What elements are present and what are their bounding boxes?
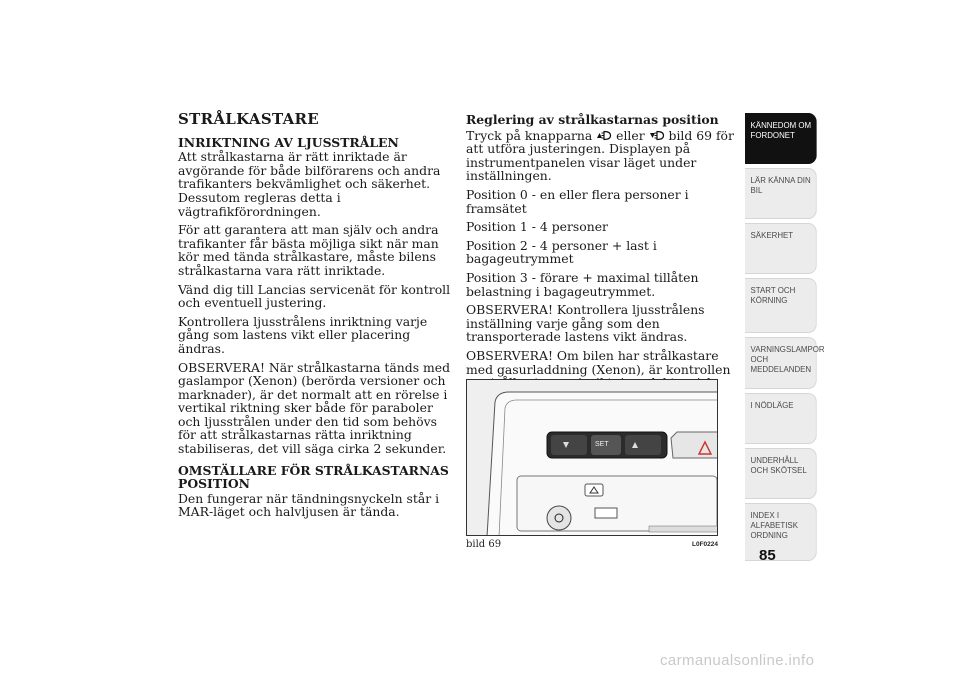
watermark: carmanualsonline.info bbox=[660, 652, 815, 669]
section-heading-adjustment: Reglering av strålkastarnas position bbox=[466, 112, 719, 127]
tab-underhall[interactable]: UNDERHÅLL OCH SKÖTSEL bbox=[745, 448, 817, 499]
paragraph: Den fungerar när tändningsnyckeln står i MAR-läget och halvljusen är tända. bbox=[178, 490, 440, 520]
position-item: Position 1 - 4 personer bbox=[466, 219, 608, 235]
right-column bbox=[466, 113, 738, 422]
note-paragraph: OBSERVERA! Kontrollera ljusstrålens inställning varje gång som den transporterade lastens vikt ändras. bbox=[466, 302, 705, 345]
paragraph: Kontrollera ljusstrålens inriktning varje gång som lastens vikt eller placering ändras. bbox=[178, 313, 428, 356]
set-button-label: SET bbox=[595, 441, 609, 448]
section-heading-position: OMSTÄLLARE FÖR STRÅLKASTARNAS POSITION bbox=[178, 462, 449, 492]
dashboard-illustration bbox=[467, 380, 718, 536]
paragraph: Att strålkastarna är rätt inriktade är avgörande för både bilförarens och andra trafikanters bekvämlighet och säkerhet. Dessutom regleras detta i vägtrafikförordningen. bbox=[178, 149, 441, 219]
headlight-up-icon bbox=[596, 130, 612, 141]
figure-caption: bild 69 bbox=[466, 539, 502, 550]
page-number: 85 bbox=[759, 547, 776, 564]
position-item: Position 3 - förare + maximal tillåten belastning i bagageutrymmet. bbox=[466, 269, 699, 299]
position-item: Position 2 - 4 personer + last i bagageutrymmet bbox=[466, 237, 657, 267]
position-item: Position 0 - en eller flera personer i framsätet bbox=[466, 186, 689, 216]
paragraph: För att garantera att man själv och andra trafikanter får bästa möjliga sikt när man kör med tända strålkastare, måste bilens strålkastarna vara rätt inriktade. bbox=[178, 222, 439, 278]
figure-code: L0F0224 bbox=[692, 541, 719, 548]
tab-sakerhet[interactable]: SÄKERHET bbox=[745, 223, 817, 274]
note-paragraph: OBSERVERA! Om bilen har strålkastare med gasurladdning (Xenon), är kontrollen bbox=[466, 349, 738, 417]
chapter-tabs bbox=[745, 113, 825, 565]
dashboard-figure bbox=[466, 379, 718, 536]
tab-nodlage[interactable]: I NÖDLÄGE bbox=[745, 393, 817, 444]
tab-varningslampor[interactable]: VARNINGSLAMPOR OCH MEDDELANDEN bbox=[745, 337, 817, 389]
section-heading-alignment: INRIKTNING AV LJUSSTRÅLEN bbox=[178, 134, 399, 150]
tab-lar-kanna[interactable]: LÄR KÄNNA DIN BIL bbox=[745, 168, 817, 219]
headlight-down-icon bbox=[649, 130, 665, 141]
left-column bbox=[178, 110, 456, 524]
tab-kannedom[interactable]: KÄNNEDOM OM FORDONET bbox=[745, 113, 817, 164]
note-paragraph: OBSERVERA! När strålkastarna tänds med gaslampor (Xenon) (berörda versioner och marknader), är det normalt att en rörelse i vertikal riktning sker både för paraboler och ljusstrålen under den tid som behövs för att strålkastarnas rätta inriktning stabiliseras, det vill säga cirka 2 sekunder. bbox=[178, 359, 451, 457]
tab-start[interactable]: START OCH KÖRNING bbox=[745, 278, 817, 333]
tab-index[interactable]: INDEX I ALFABETISK ORDNING bbox=[745, 503, 817, 561]
page-title: STRÅLKASTARE bbox=[178, 110, 320, 128]
paragraph: Vänd dig till Lancias servicenät för kontroll och eventuell justering. bbox=[178, 281, 451, 311]
paragraph: Tryck på knapparna eller bild 69 för att utföra justeringen. Displayen på instrumentpanelen visar läget under inställningen. bbox=[466, 127, 734, 184]
